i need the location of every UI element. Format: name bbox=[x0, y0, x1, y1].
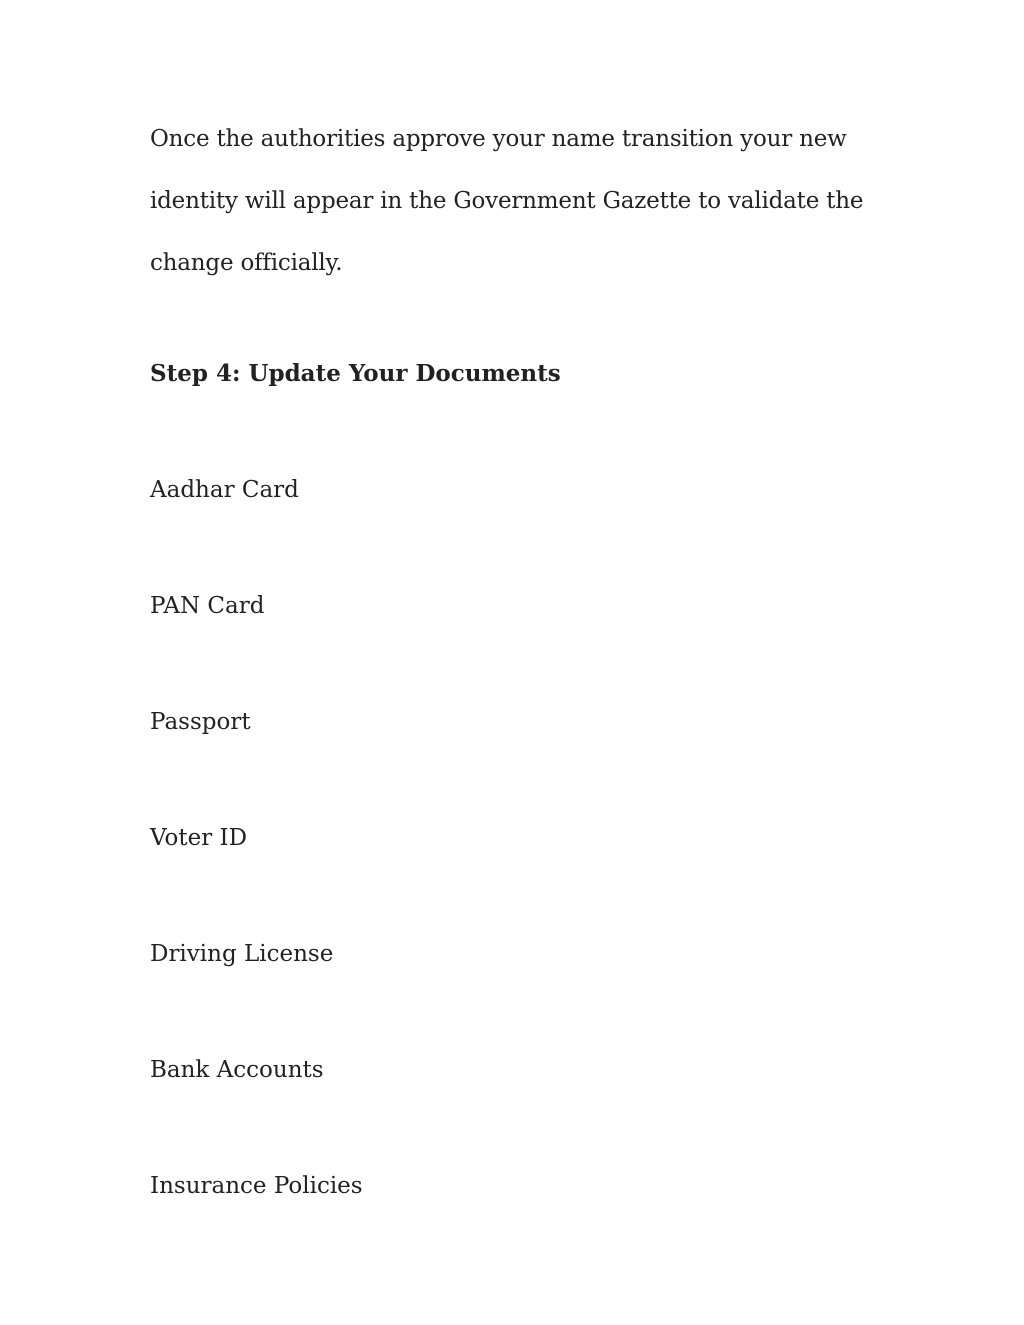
document-content bbox=[150, 108, 870, 1199]
intro-paragraph bbox=[150, 108, 870, 294]
step-heading: Step 4: Update Your Documents bbox=[150, 360, 561, 387]
documents-list bbox=[150, 474, 363, 1286]
intro-line: identity will appear in the Government Gazette to validate the bbox=[150, 188, 864, 214]
list-item-voter-id: Voter ID bbox=[150, 825, 248, 851]
list-item-insurance-policies: Insurance Policies bbox=[150, 1173, 363, 1199]
list-item-driving-license: Driving License bbox=[150, 941, 334, 967]
list-item-bank-accounts: Bank Accounts bbox=[150, 1057, 324, 1083]
intro-line: Once the authorities approve your name transition your new bbox=[150, 126, 847, 152]
list-item-pan-card: PAN Card bbox=[150, 593, 265, 619]
list-item-aadhar-card: Aadhar Card bbox=[150, 477, 299, 503]
list-item-passport: Passport bbox=[150, 709, 251, 735]
intro-line: change officially. bbox=[150, 250, 343, 276]
